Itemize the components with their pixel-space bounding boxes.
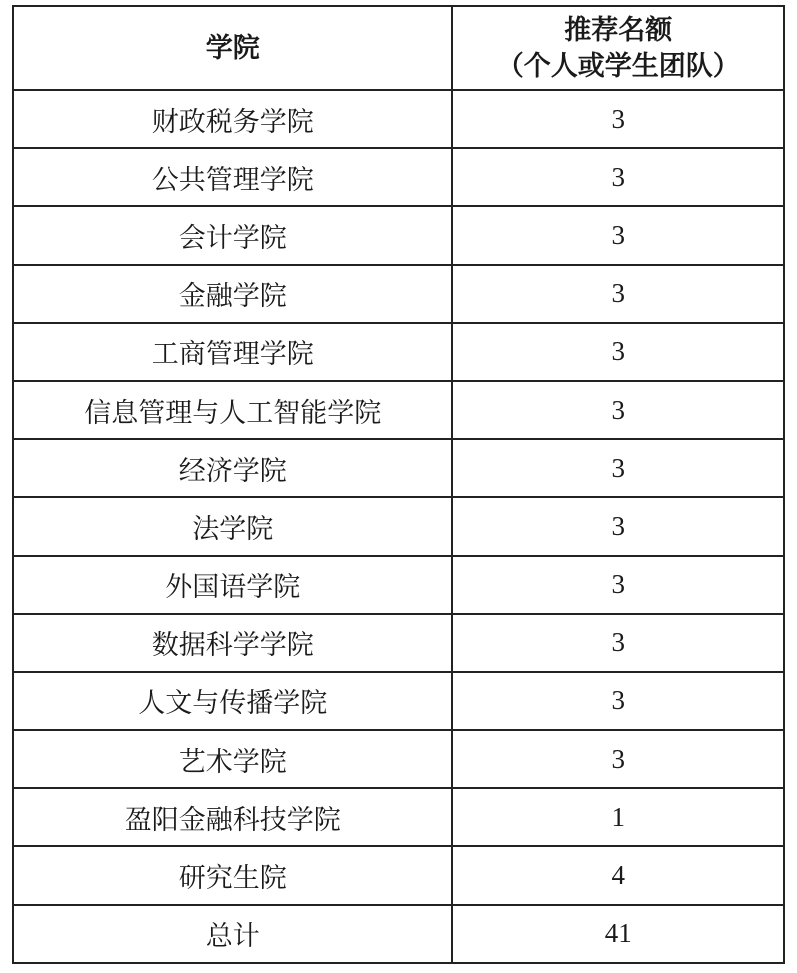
quota-cell: 3 — [452, 323, 784, 381]
table-row — [13, 730, 784, 788]
table-row — [13, 846, 784, 904]
table-row — [13, 788, 784, 846]
college-cell: 工商管理学院 — [13, 323, 452, 381]
table-row — [13, 497, 784, 555]
quota-cell: 3 — [452, 497, 784, 555]
quota-cell: 3 — [452, 439, 784, 497]
table-row — [13, 265, 784, 323]
table-row — [13, 206, 784, 264]
header-row — [13, 6, 784, 90]
quota-cell: 41 — [452, 905, 784, 963]
college-cell: 人文与传播学院 — [13, 672, 452, 730]
college-cell: 研究生院 — [13, 846, 452, 904]
table-row — [13, 905, 784, 963]
quota-table — [12, 5, 785, 964]
table-row — [13, 90, 784, 148]
table-row — [13, 323, 784, 381]
college-header-label: 学院 — [205, 32, 260, 63]
quota-cell: 4 — [452, 846, 784, 904]
table-row — [13, 672, 784, 730]
college-cell: 会计学院 — [13, 206, 452, 264]
college-cell: 金融学院 — [13, 265, 452, 323]
quota-cell: 3 — [452, 672, 784, 730]
table-row — [13, 148, 784, 206]
quota-cell: 3 — [452, 730, 784, 788]
table-row — [13, 381, 784, 439]
college-cell: 公共管理学院 — [13, 148, 452, 206]
quota-header-cell — [452, 6, 784, 90]
table-row — [13, 614, 784, 672]
quota-cell: 3 — [452, 265, 784, 323]
college-cell: 盈阳金融科技学院 — [13, 788, 452, 846]
quota-cell: 3 — [452, 614, 784, 672]
college-cell: 经济学院 — [13, 439, 452, 497]
quota-cell: 3 — [452, 381, 784, 439]
college-cell: 外国语学院 — [13, 556, 452, 614]
quota-header-line2: （个人或学生团队） — [496, 51, 740, 81]
quota-cell: 3 — [452, 148, 784, 206]
college-cell: 信息管理与人工智能学院 — [13, 381, 452, 439]
quota-cell: 1 — [452, 788, 784, 846]
table-row — [13, 439, 784, 497]
quota-cell: 3 — [452, 206, 784, 264]
table-row — [13, 556, 784, 614]
college-cell: 财政税务学院 — [13, 90, 452, 148]
college-cell: 艺术学院 — [13, 730, 452, 788]
college-cell: 法学院 — [13, 497, 452, 555]
quota-cell: 3 — [452, 90, 784, 148]
college-cell: 总计 — [13, 905, 452, 963]
college-header-cell — [13, 6, 452, 90]
quota-header-line1: 推荐名额 — [564, 14, 673, 45]
college-cell: 数据科学学院 — [13, 614, 452, 672]
quota-cell: 3 — [452, 556, 784, 614]
